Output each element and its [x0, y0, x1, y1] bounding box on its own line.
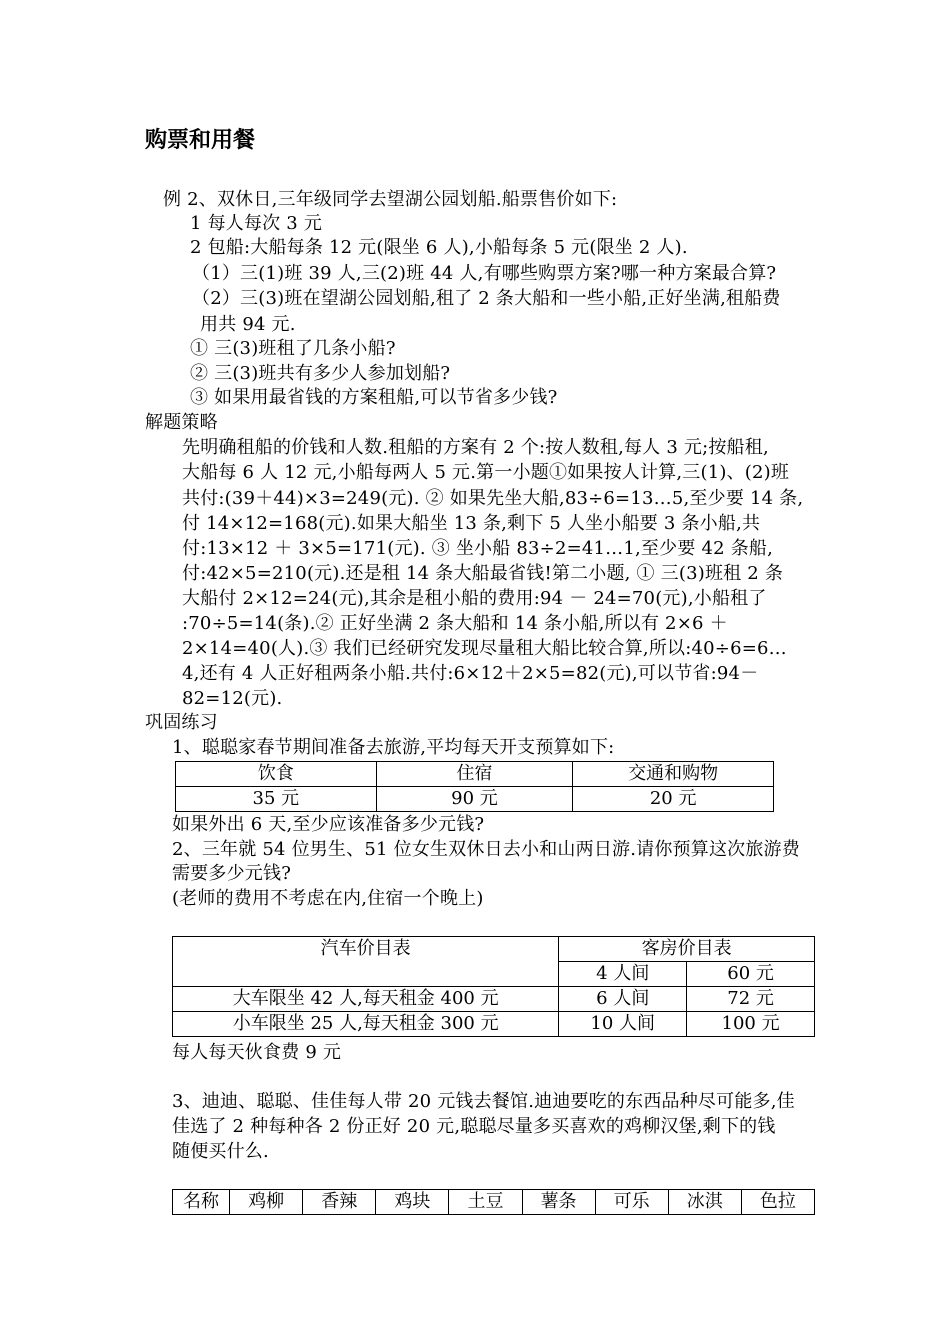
room-type: 10 人间 [559, 1012, 687, 1037]
price-rule-2: 2 包船:大船每条 12 元(限坐 6 人),小船每条 5 元(限坐 2 人). [190, 237, 688, 258]
car-option-small: 小车限坐 25 人,每天租金 300 元 [173, 1012, 559, 1037]
strategy-line: 付 14×12=168(元).如果大船坐 13 条,剩下 5 人坐小船要 3 条小船,共 [182, 513, 761, 534]
price-rule-1: 1 每人每次 3 元 [190, 213, 323, 234]
budget-value-lodging: 90 元 [376, 787, 573, 812]
menu-table [172, 1189, 815, 1215]
room-price-header: 客房价目表 [559, 937, 815, 962]
strategy-line: 4,还有 4 人正好租两条小船.共付:6×12＋2×5=82(元),可以节省:94－ [182, 663, 759, 684]
budget-value-food: 35 元 [176, 787, 377, 812]
price-table [172, 936, 815, 1037]
practice-3-line-3: 随便买什么. [172, 1141, 269, 1162]
room-price: 100 元 [687, 1012, 815, 1037]
practice-1-question: 如果外出 6 天,至少应该准备多少元钱? [172, 814, 485, 835]
practice-2-line-1: 2、三年就 54 位男生、51 位女生双休日去小和山两日游.请你预算这次旅游费 [172, 839, 800, 860]
strategy-heading: 解题策略 [145, 412, 218, 433]
room-price: 72 元 [687, 987, 815, 1012]
menu-cell: 土豆 [449, 1190, 522, 1215]
example-intro: 例 2、双休日,三年级同学去望湖公园划船.船票售价如下: [163, 189, 618, 210]
menu-cell-name: 名称 [173, 1190, 230, 1215]
budget-header-lodging: 住宿 [376, 762, 573, 787]
page-title: 购票和用餐 [145, 128, 256, 153]
practice-1-intro: 1、聪聪家春节期间准备去旅游,平均每天开支预算如下: [172, 737, 615, 758]
room-type: 4 人间 [559, 962, 687, 987]
menu-cell: 鸡柳 [230, 1190, 303, 1215]
practice-3-line-1: 3、迪迪、聪聪、佳佳每人带 20 元钱去餐馆.迪迪要吃的东西品种尽可能多,佳 [172, 1091, 795, 1112]
menu-cell: 香辣 [303, 1190, 376, 1215]
room-type: 6 人间 [559, 987, 687, 1012]
budget-header-transport: 交通和购物 [573, 762, 774, 787]
menu-cell: 薯条 [522, 1190, 595, 1215]
menu-cell: 鸡块 [376, 1190, 449, 1215]
strategy-line: :70÷5=14(条).② 正好坐满 2 条大船和 14 条小船,所以有 2×6 ＋ [182, 613, 728, 634]
strategy-line: 82=12(元). [182, 688, 283, 709]
practice-2-line-2: 需要多少元钱? [172, 863, 292, 884]
menu-cell: 可乐 [595, 1190, 668, 1215]
strategy-line: 付:13×12 ＋ 3×5=171(元). ③ 坐小船 83÷2=41…1,至少要 42 条船, [182, 538, 774, 559]
car-option-large: 大车限坐 42 人,每天租金 400 元 [173, 987, 559, 1012]
car-price-header: 汽车价目表 [173, 937, 559, 987]
question-1: （1）三(1)班 39 人,三(2)班 44 人,有哪些购票方案?哪一种方案最合算? [192, 263, 777, 284]
strategy-line: 先明确租船的价钱和人数.租船的方案有 2 个:按人数租,每人 3 元;按船租, [182, 437, 769, 458]
room-price: 60 元 [687, 962, 815, 987]
question-2-line-2: 用共 94 元. [200, 314, 296, 335]
budget-table [175, 761, 774, 812]
question-2-line-1: （2）三(3)班在望湖公园划船,租了 2 条大船和一些小船,正好坐满,租船费 [192, 288, 781, 309]
food-cost-note: 每人每天伙食费 9 元 [172, 1042, 342, 1063]
strategy-line: 大船每 6 人 12 元,小船每两人 5 元.第一小题①如果按人计算,三(1)、(2)班 [182, 462, 790, 483]
sub-question-2: ② 三(3)班共有多少人参加划船? [190, 363, 451, 384]
sub-question-3: ③ 如果用最省钱的方案租船,可以节省多少钱? [190, 387, 558, 408]
strategy-line: 付:42×5=210(元).还是租 14 条大船最省钱!第二小题, ① 三(3)班租 2 条 [182, 563, 784, 584]
practice-2-note: (老师的费用不考虑在内,住宿一个晚上) [172, 888, 484, 909]
sub-question-1: ① 三(3)班租了几条小船? [190, 338, 396, 359]
budget-value-transport: 20 元 [573, 787, 774, 812]
budget-header-food: 饮食 [176, 762, 377, 787]
practice-heading: 巩固练习 [145, 712, 218, 733]
strategy-line: 2×14=40(人).③ 我们已经研究发现尽量租大船比较合算,所以:40÷6=6… [182, 638, 787, 659]
strategy-line: 共付:(39＋44)×3=249(元). ② 如果先坐大船,83÷6=13…5,至少要 14 条, [182, 488, 804, 509]
strategy-line: 大船付 2×12=24(元),其余是租小船的费用:94 － 24=70(元),小船租了 [182, 588, 767, 609]
practice-3-line-2: 佳选了 2 种每种各 2 份正好 20 元,聪聪尽量多买喜欢的鸡柳汉堡,剩下的钱 [172, 1116, 776, 1137]
menu-cell: 色拉 [741, 1190, 814, 1215]
menu-cell: 冰淇 [668, 1190, 741, 1215]
